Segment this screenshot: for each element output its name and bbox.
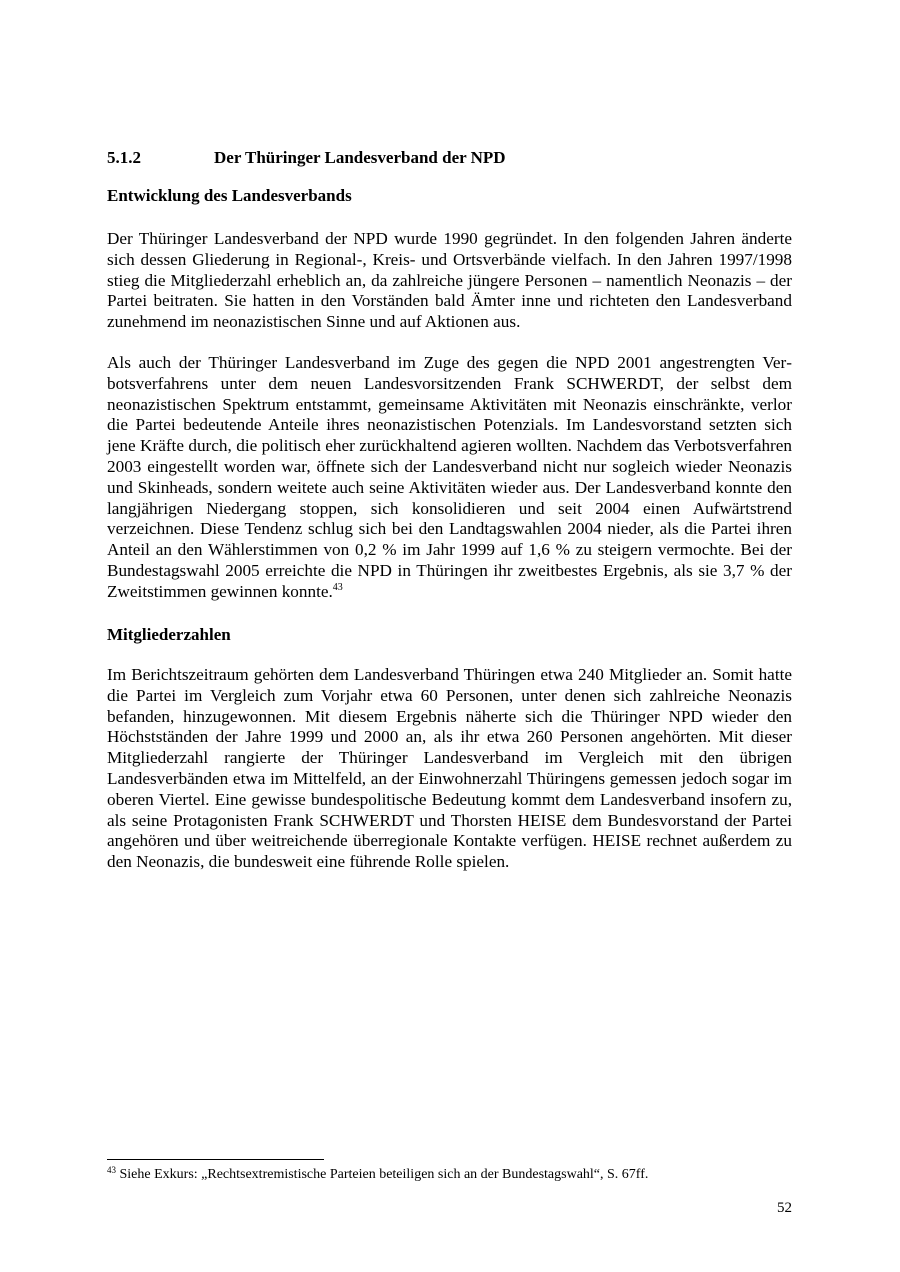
footnote-number: 43: [107, 1165, 116, 1175]
section-heading: [107, 147, 506, 169]
paragraph-development-2: [107, 353, 792, 603]
footnote-reference: 43: [332, 581, 343, 593]
paragraph-development-1: Der Thüringer Landesverband der NPD wurde 1990 gegründet. In den folgenden Jahren änderte sich dessen Gliederung in Regional-, Kreis- und Ortsverbände vielfach. In den Jahren 1997/1998 stieg die Mitgliederzahl erheblich an, da zahlreiche jüngere Personen – namentlich Neonazis – der Partei beitraten. Sie hatten in den Vorständen bald Ämter inne und richteten den Landesverband zunehmend im neonazistischen Sinne und auf Aktionen aus.: [107, 229, 792, 332]
subheading-development: Entwicklung des Landesverbands: [107, 186, 352, 205]
subheading-members: Mitgliederzahlen: [107, 625, 231, 644]
section-number: 5.1.2: [107, 148, 141, 167]
document-page: [107, 0, 792, 1272]
footnote: [107, 1166, 648, 1184]
footnote-divider: [107, 1159, 324, 1160]
paragraph-members-1: Im Berichtszeitraum gehörten dem Landesverband Thüringen etwa 240 Mitglieder an. Somit hatte die Partei im Vergleich zum Vorjahr etwa 60 Personen, unter denen sich zahlreiche Neonazis befanden, hinzugewonnen. Mit diesem Ergebnis näherte sich die Thüringer NPD wieder den Höchstständen der Jahre 1999 und 2000 an, als ihr etwa 260 Personen angehörten. Mit dieser Mitgliederzahl rangierte der Thüringer Landesverband im Vergleich mit den übrigen Landesverbänden etwa im Mittelfeld, an der Einwohnerzahl Thüringens gemessen jedoch sogar im oberen Viertel. Eine gewisse bundespolitische Bedeutung kommt dem Landesverband insofern zu, als seine Protagonisten Frank SCHWERDT und Thorsten HEISE dem Bundesvorstand der Partei angehören und über weitreichende überregionale Kontakte verfügen. HEISE rechnet außerdem zu den Neonazis, die bundesweit eine führende Rolle spielen.: [107, 665, 792, 872]
paragraph-development-2-text: Als auch der Thüringer Landesverband im Zuge des gegen die NPD 2001 angestrengten Verbotsverfahrens unter dem neuen Landesvorsitzenden Frank SCHWERDT, der selbst dem neonazistischen Spektrum entstammt, gemeinsame Aktivitäten mit Neonazis einschränkte, verlor die Partei bedeutende Anteile ihres neonazistischen Potenzials. Im Landesvorstand setzten sich jene Kräfte durch, die politisch eher zurückhaltend agieren wollten. Nachdem das Verbotsverfahren 2003 eingestellt worden war, öffnete sich der Landesverband nicht nur sogleich wieder Neonazis und Skinheads, sondern weitete auch seine Aktivitäten wieder aus. Der Landesverband konnte den langjährigen Niedergang stoppen, sich konsolidieren und seit 2004 einen Aufwärtstrend verzeichnen. Diese Tendenz schlug sich bei den Landtagswahlen 2004 nieder, als die Partei ihren Anteil an den Wählerstimmen von 0,2 % im Jahr 1999 auf 1,6 % zu steigern vermochte. Bei der Bundestagswahl 2005 erreichte die NPD in Thüringen ihr zweitbestes Ergebnis, als sie 3,7 % der Zweitstimmen gewinnen konnte.: [107, 353, 792, 601]
page-number: 52: [777, 1200, 792, 1216]
footnote-text: Siehe Exkurs: „Rechtsextremistische Parteien beteiligen sich an der Bundestagswahl“, S. 67ff.: [119, 1167, 649, 1182]
section-title: Der Thüringer Landesverband der NPD: [214, 148, 506, 167]
